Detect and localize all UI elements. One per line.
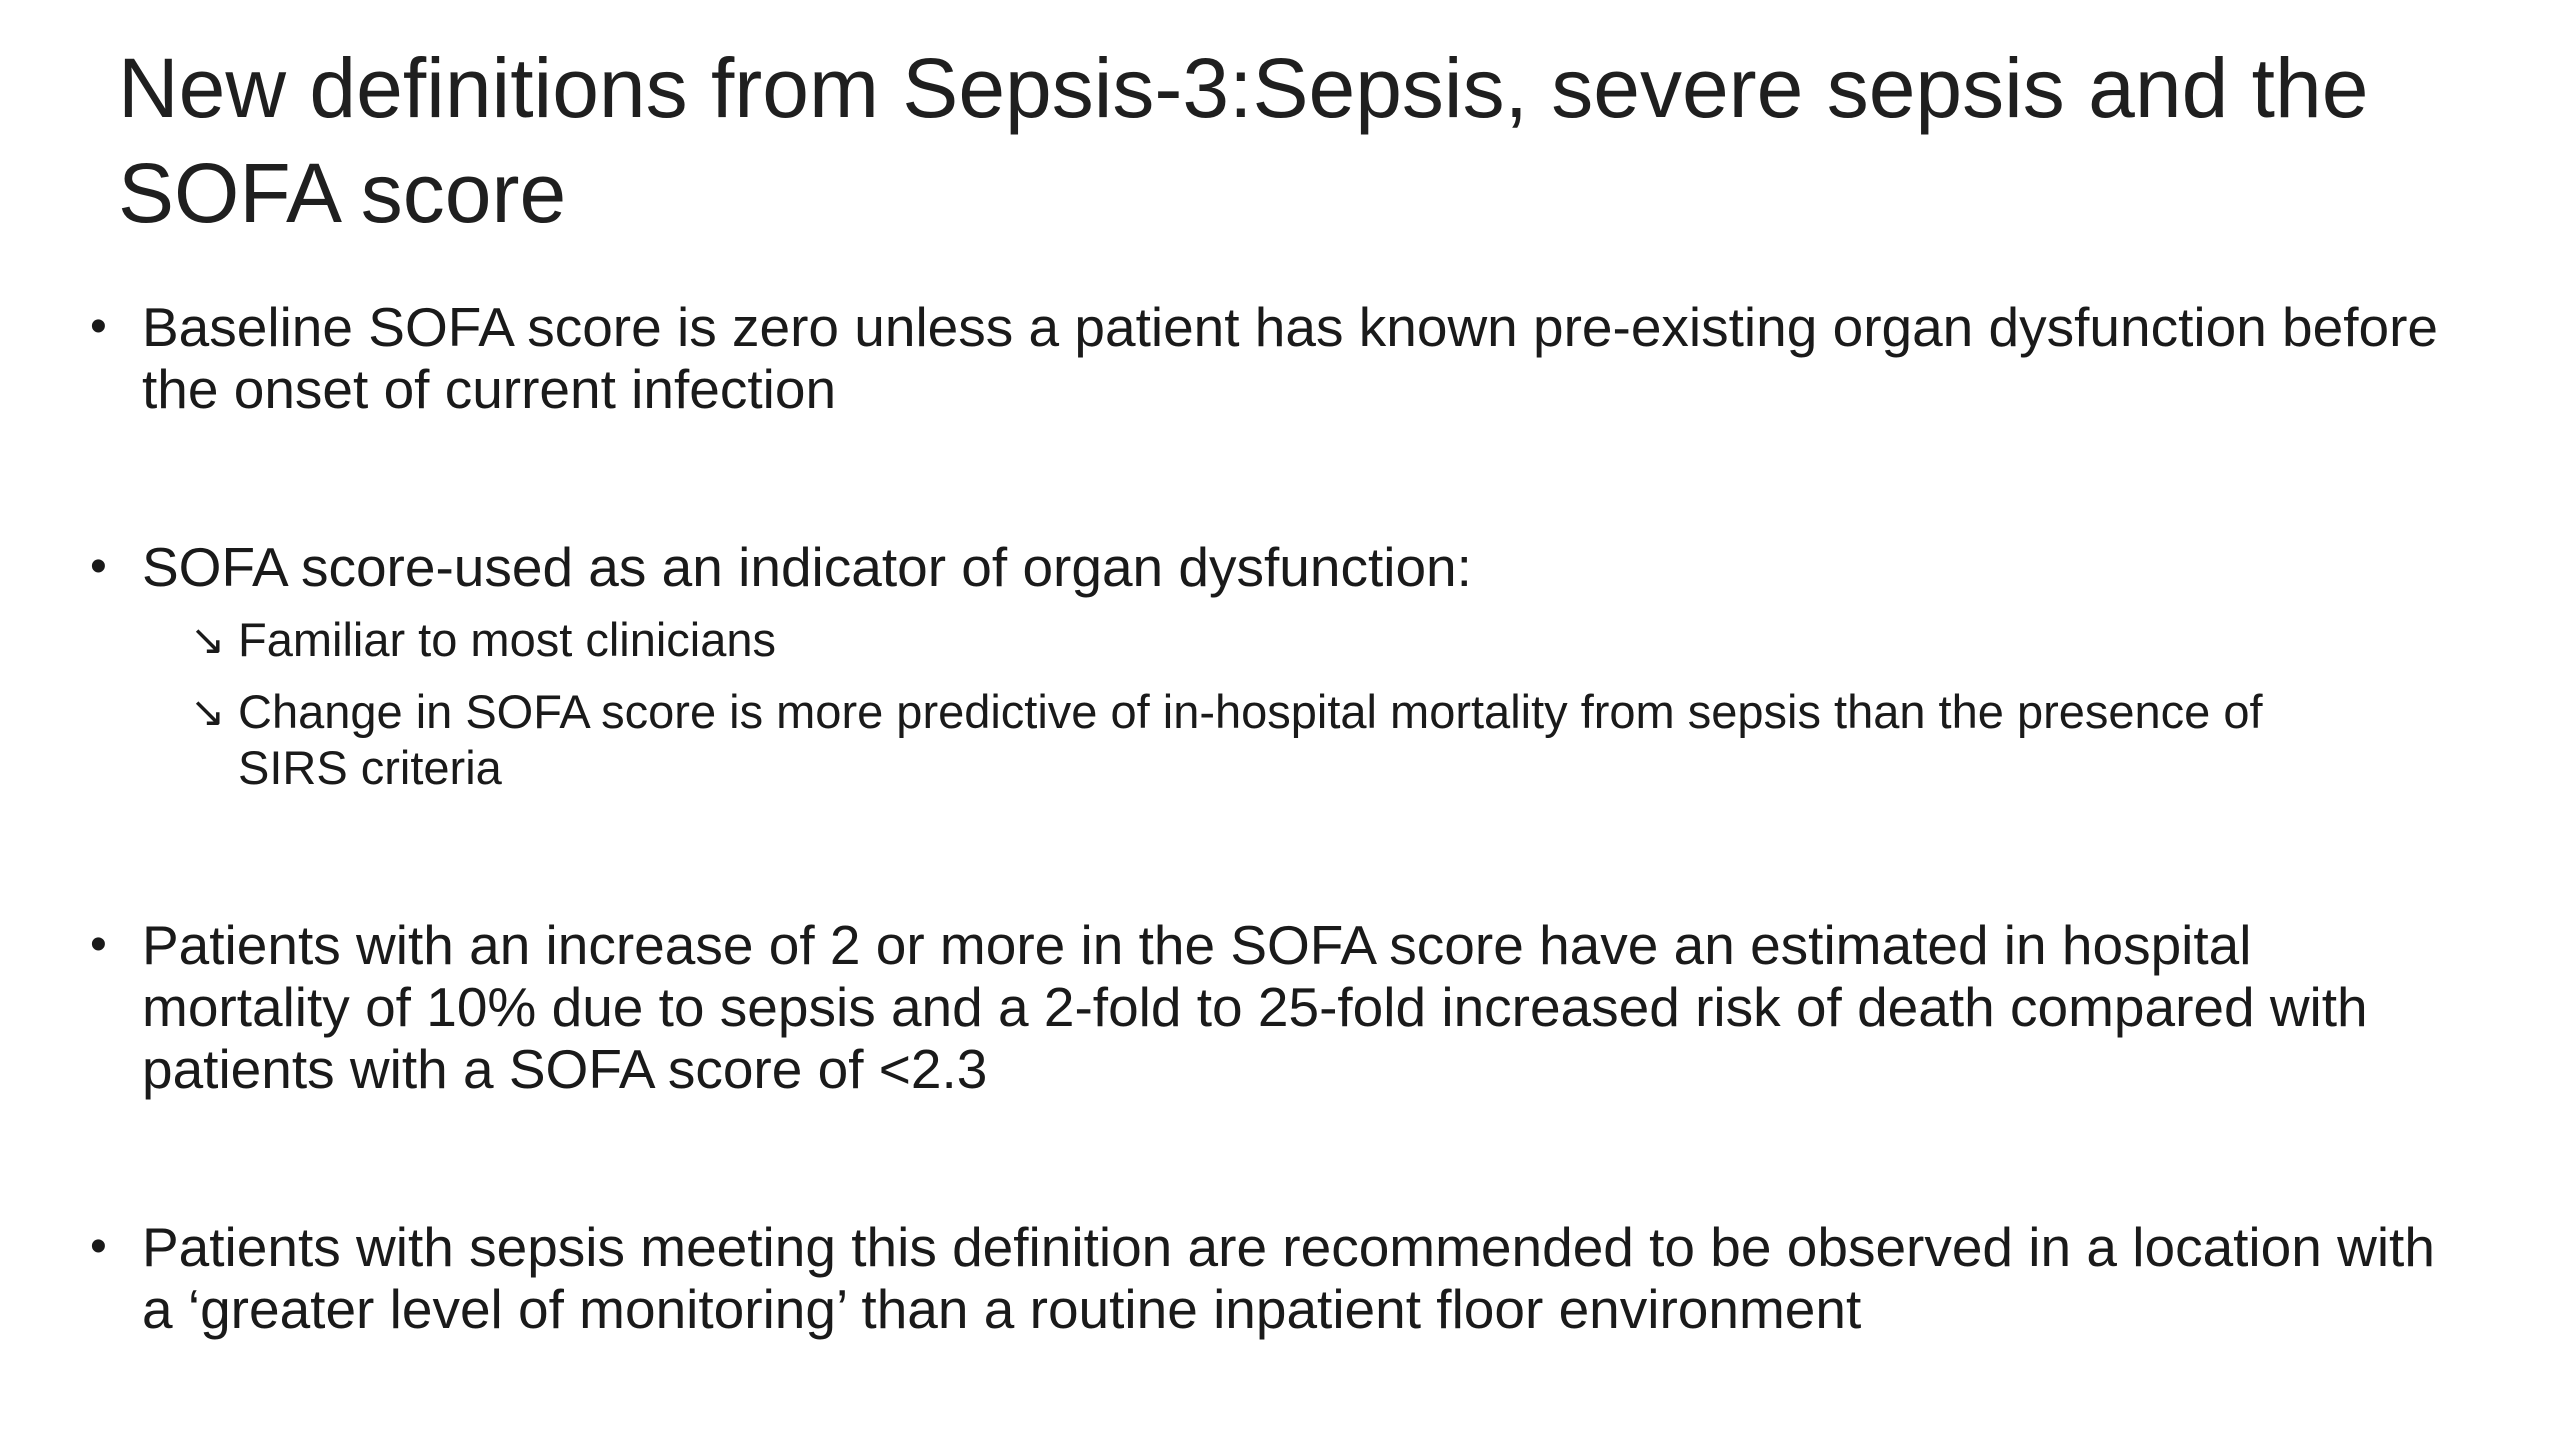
sub-bullet-text: Familiar to most clinicians — [238, 613, 777, 666]
bullet-text: Patients with sepsis meeting this definition are recommended to be observed in a location with a ‘greater level of monitoring’ than a routine inpatient floor environment — [142, 1216, 2435, 1340]
bullet-icon: • — [90, 1220, 107, 1273]
sub-bullet-item-familiar — [190, 612, 2340, 668]
bullet-item-monitoring — [90, 1216, 2470, 1340]
bullet-icon: • — [90, 300, 107, 353]
sub-bullet-text: Change in SOFA score is more predictive of in-hospital mortality from sepsis than the presence of SIRS criteria — [238, 685, 2263, 794]
bullet-text: Baseline SOFA score is zero unless a patient has known pre-existing organ dysfunction before the onset of current infection — [142, 296, 2439, 420]
slide-title: New definitions from Sepsis-3:Sepsis, severe sepsis and the SOFA score — [118, 41, 2369, 240]
bullet-icon: • — [90, 918, 107, 971]
bullet-text: Patients with an increase of 2 or more in the SOFA score have an estimated in hospital mortality of 10% due to sepsis and a 2-fold to 25-fold increased risk of death compared with patients with a SOFA score of <2.3 — [142, 914, 2368, 1100]
sub-bullet-item-predictive — [190, 684, 2340, 796]
arrow-down-right-icon: ↘ — [190, 616, 226, 663]
bullet-item-sofa-indicator — [90, 536, 2470, 598]
bullet-item-mortality-risk — [90, 914, 2470, 1100]
bullet-icon: • — [90, 540, 107, 593]
arrow-down-right-icon: ↘ — [190, 688, 226, 735]
bullet-item-baseline-sofa — [90, 296, 2470, 420]
bullet-text: SOFA score-used as an indicator of organ dysfunction: — [142, 536, 1472, 598]
